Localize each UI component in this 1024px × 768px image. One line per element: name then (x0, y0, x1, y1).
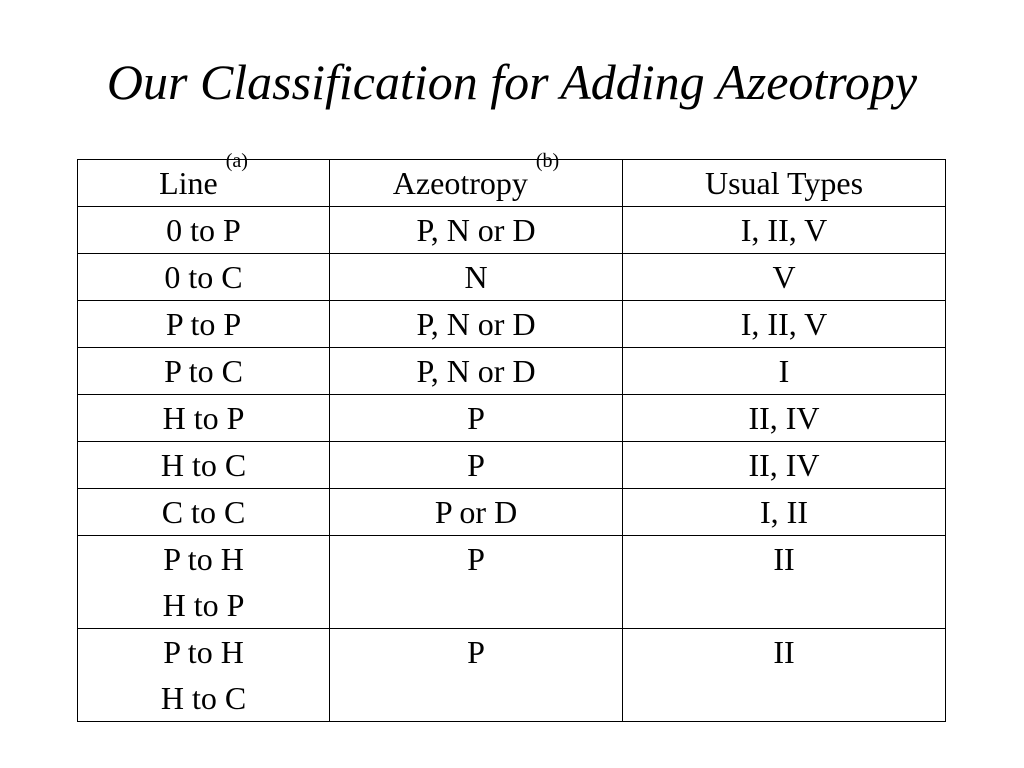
table-row (78, 629, 946, 722)
cell-azeotropy: P (330, 629, 623, 722)
table-row (78, 254, 946, 301)
line-text: C to C (161, 494, 246, 530)
cell-line (78, 442, 330, 489)
header-line (78, 150, 330, 207)
table-row (78, 301, 946, 348)
cell-line (78, 254, 330, 301)
header-line-label: Line (159, 165, 218, 201)
cell-usual-types: II, IV (623, 395, 946, 442)
line-text: 0 to P (166, 212, 241, 248)
line-text: H to C (160, 447, 247, 483)
table-row (78, 489, 946, 536)
footnote-marker-b: (b) (535, 150, 560, 172)
cell-line (78, 629, 330, 722)
cell-azeotropy: P, N or D (330, 207, 623, 254)
cell-usual-types: I (623, 348, 946, 395)
line-text: P to C (164, 353, 243, 389)
line-text: 0 to C (164, 259, 243, 295)
cell-line (78, 301, 330, 348)
line-text: P to H (163, 541, 244, 577)
cell-line (78, 489, 330, 536)
line-text: H to P (162, 587, 245, 623)
header-azeotropy (330, 150, 623, 207)
header-usual-types (623, 160, 946, 207)
table-row (78, 536, 946, 629)
cell-line (78, 348, 330, 395)
table-row (78, 395, 946, 442)
cell-usual-types: V (623, 254, 946, 301)
header-row (78, 160, 946, 207)
line-text: P to P (165, 306, 242, 342)
table-row (78, 442, 946, 489)
cell-azeotropy: P (330, 442, 623, 489)
cell-usual-types: I, II (623, 489, 946, 536)
line-text: P to H (163, 634, 244, 670)
cell-line (78, 395, 330, 442)
cell-usual-types: I, II, V (623, 207, 946, 254)
footnote-marker-a: (a) (225, 150, 248, 172)
cell-azeotropy: N (330, 254, 623, 301)
header-azeotropy-label: Azeotropy (392, 165, 528, 201)
cell-azeotropy: P (330, 395, 623, 442)
cell-azeotropy: P, N or D (330, 348, 623, 395)
cell-line (78, 207, 330, 254)
line-text: H to P (162, 400, 245, 436)
cell-usual-types: II, IV (623, 442, 946, 489)
line-text: H to C (160, 680, 247, 716)
table-row (78, 207, 946, 254)
table-row (78, 348, 946, 395)
header-usual-types-label: Usual Types (704, 165, 864, 201)
cell-usual-types: II (623, 536, 946, 629)
cell-usual-types: II (623, 629, 946, 722)
cell-azeotropy: P or D (330, 489, 623, 536)
cell-line (78, 536, 330, 629)
slide-title: Our Classification for Adding Azeotropy (106, 54, 918, 110)
cell-azeotropy: P, N or D (330, 301, 623, 348)
cell-usual-types: I, II, V (623, 301, 946, 348)
classification-table (77, 150, 946, 722)
cell-azeotropy: P (330, 536, 623, 629)
